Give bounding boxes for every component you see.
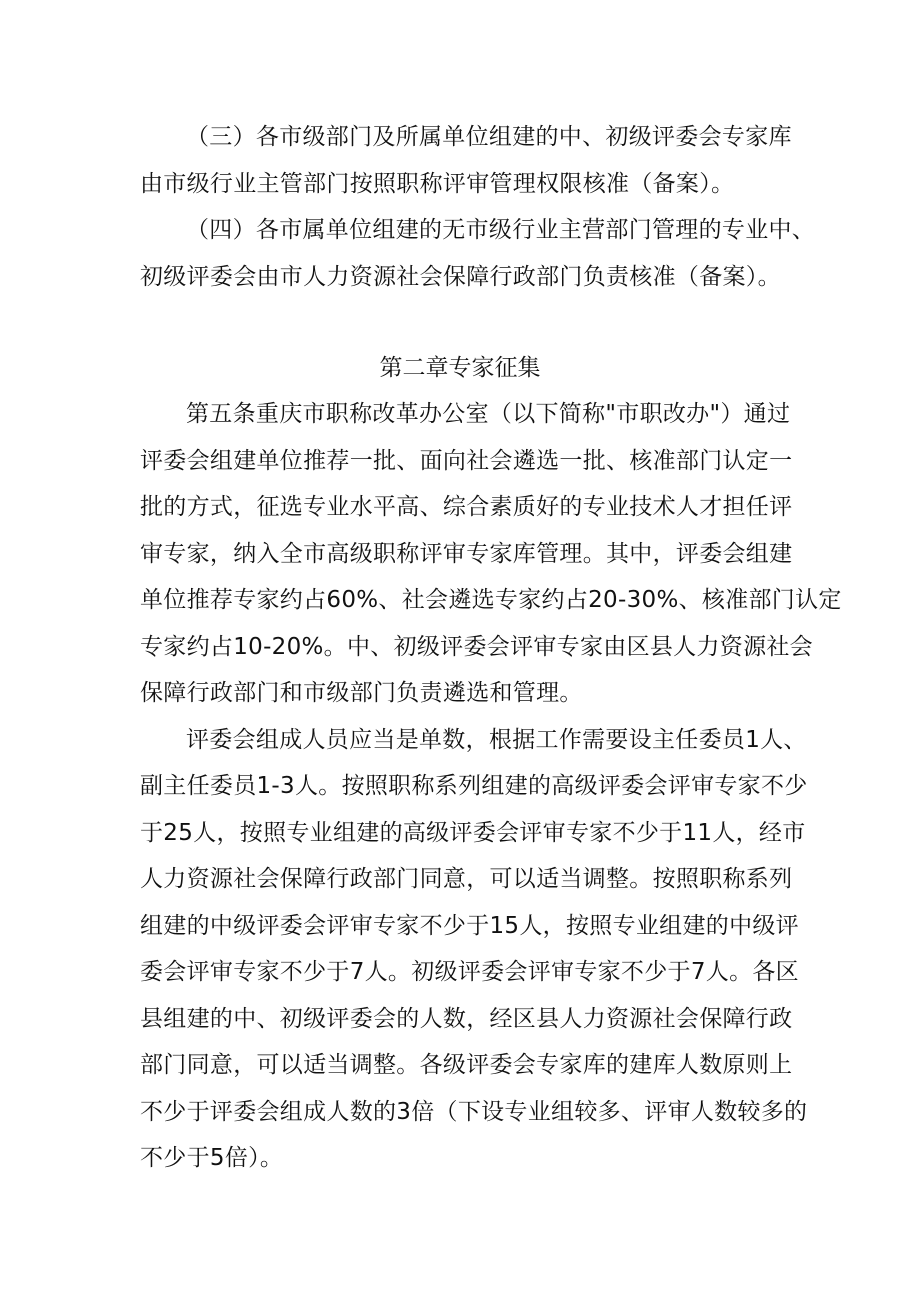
committee-line-1: 评委会组成人员应当是单数，根据工作需要设主任委员1人、 [186, 727, 807, 753]
article5-line-3: 批的方式，征选专业水平高、综合素质好的专业技术人才担任评 [140, 494, 793, 520]
committee-line-2: 副主任委员1-3人。按照职称系列组建的高级评委会评审专家不少 [140, 773, 808, 799]
committee-line-7: 县组建的中、初级评委会的人数，经区县人力资源社会保障行政 [140, 1006, 793, 1032]
paragraph-3-line-2: 由市级行业主管部门按照职称评审管理权限核准（备案）。 [140, 171, 735, 197]
committee-line-3: 于25人，按照专业组建的高级评委会评审专家不少于11人，经市 [140, 820, 806, 846]
article5-line-7: 保障行政部门和市级部门负责遴选和管理。 [140, 680, 583, 706]
article5-line-5: 单位推荐专家约占60%、社会遴选专家约占20-30%、核准部门认定 [140, 587, 842, 613]
committee-line-9: 不少于评委会组成人数的3倍（下设专业组较多、评审人数较多的 [140, 1099, 808, 1125]
article5-line-6: 专家约占10-20%。中、初级评委会评审专家由区县人力资源社会 [140, 634, 813, 660]
article5-line-4: 审专家，纳入全市高级职称评审专家库管理。其中，评委会组建 [140, 541, 793, 567]
committee-line-4: 人力资源社会保障行政部门同意，可以适当调整。按照职称系列 [140, 866, 793, 892]
committee-line-10: 不少于5倍）。 [140, 1145, 284, 1171]
article5-line-1: 第五条重庆市职称改革办公室（以下简称"市职改办"）通过 [186, 401, 791, 427]
committee-line-5: 组建的中级评委会评审专家不少于15人，按照专业组建的中级评 [140, 913, 799, 939]
article5-line-2: 评委会组建单位推荐一批、面向社会遴选一批、核准部门认定一 [140, 448, 793, 474]
paragraph-4-line-2: 初级评委会由市人力资源社会保障行政部门负责核准（备案）。 [140, 264, 781, 290]
committee-line-8: 部门同意，可以适当调整。各级评委会专家库的建库人数原则上 [140, 1052, 793, 1078]
committee-line-6: 委会评审专家不少于7人。初级评委会评审专家不少于7人。各区 [140, 959, 799, 985]
chapter-title: 第二章专家征集 [379, 355, 541, 381]
paragraph-4-line-1: （四）各市属单位组建的无市级行业主营部门管理的专业中、 [186, 217, 816, 243]
paragraph-3-line-1: （三）各市级部门及所属单位组建的中、初级评委会专家库 [186, 124, 792, 150]
